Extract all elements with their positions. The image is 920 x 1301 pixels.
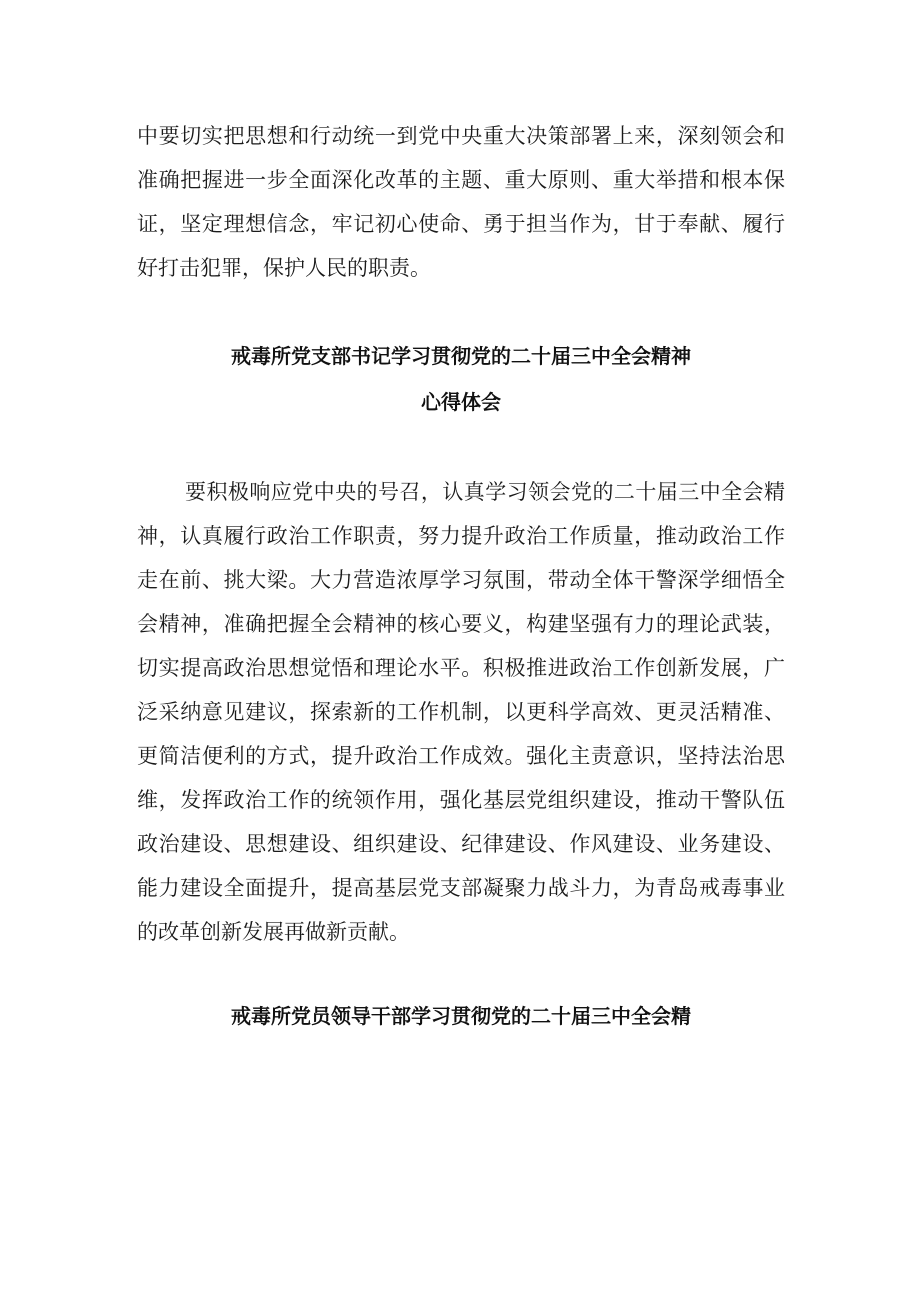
intro-line-1: 中要切实把思想和行动统一到党中央重大决策部署上来，深刻领会和 <box>137 124 785 148</box>
section1-body-line-1: 要积极响应党中央的号召，认真学习领会党的二十届三中全会精 <box>185 480 785 504</box>
section1-title-line-2: 心得体会 <box>421 390 501 414</box>
intro-line-3: 证，坚定理想信念，牢记初心使命、勇于担当作为，甘于奉献、履行 <box>137 212 785 236</box>
section1-body-line-5: 切实提高政治思想觉悟和理论水平。积极推进政治工作创新发展，广 <box>137 656 785 680</box>
section1-body-line-6: 泛采纳意见建议，探索新的工作机制，以更科学高效、更灵活精准、 <box>137 700 785 724</box>
section1-body-line-4: 会精神，准确把握全会精神的核心要义，构建坚强有力的理论武装， <box>137 612 785 636</box>
intro-line-2: 准确把握进一步全面深化改革的主题、重大原则、重大举措和根本保 <box>137 168 785 192</box>
intro-line-4: 好打击犯罪，保护人民的职责。 <box>137 256 431 280</box>
section1-body-line-10: 能力建设全面提升，提高基层党支部凝聚力战斗力，为青岛戒毒事业 <box>137 876 785 900</box>
section2-title-line-1: 戒毒所党员领导干部学习贯彻党的二十届三中全会精 <box>231 1004 691 1028</box>
section1-body-line-2: 神，认真履行政治工作职责，努力提升政治工作质量，推动政治工作 <box>137 524 785 548</box>
section1-title-line-1: 戒毒所党支部书记学习贯彻党的二十届三中全会精神 <box>231 344 691 368</box>
section1-body-line-3: 走在前、挑大梁。大力营造浓厚学习氛围，带动全体干警深学细悟全 <box>137 568 785 592</box>
section1-body-line-9: 政治建设、思想建设、组织建设、纪律建设、作风建设、业务建设、 <box>137 832 785 856</box>
section1-body-line-7: 更简洁便利的方式，提升政治工作成效。强化主责意识，坚持法治思 <box>137 744 785 768</box>
section1-body-line-8: 维，发挥政治工作的统领作用，强化基层党组织建设，推动干警队伍 <box>137 788 785 812</box>
section1-body-line-11: 的改革创新发展再做新贡献。 <box>137 920 410 944</box>
